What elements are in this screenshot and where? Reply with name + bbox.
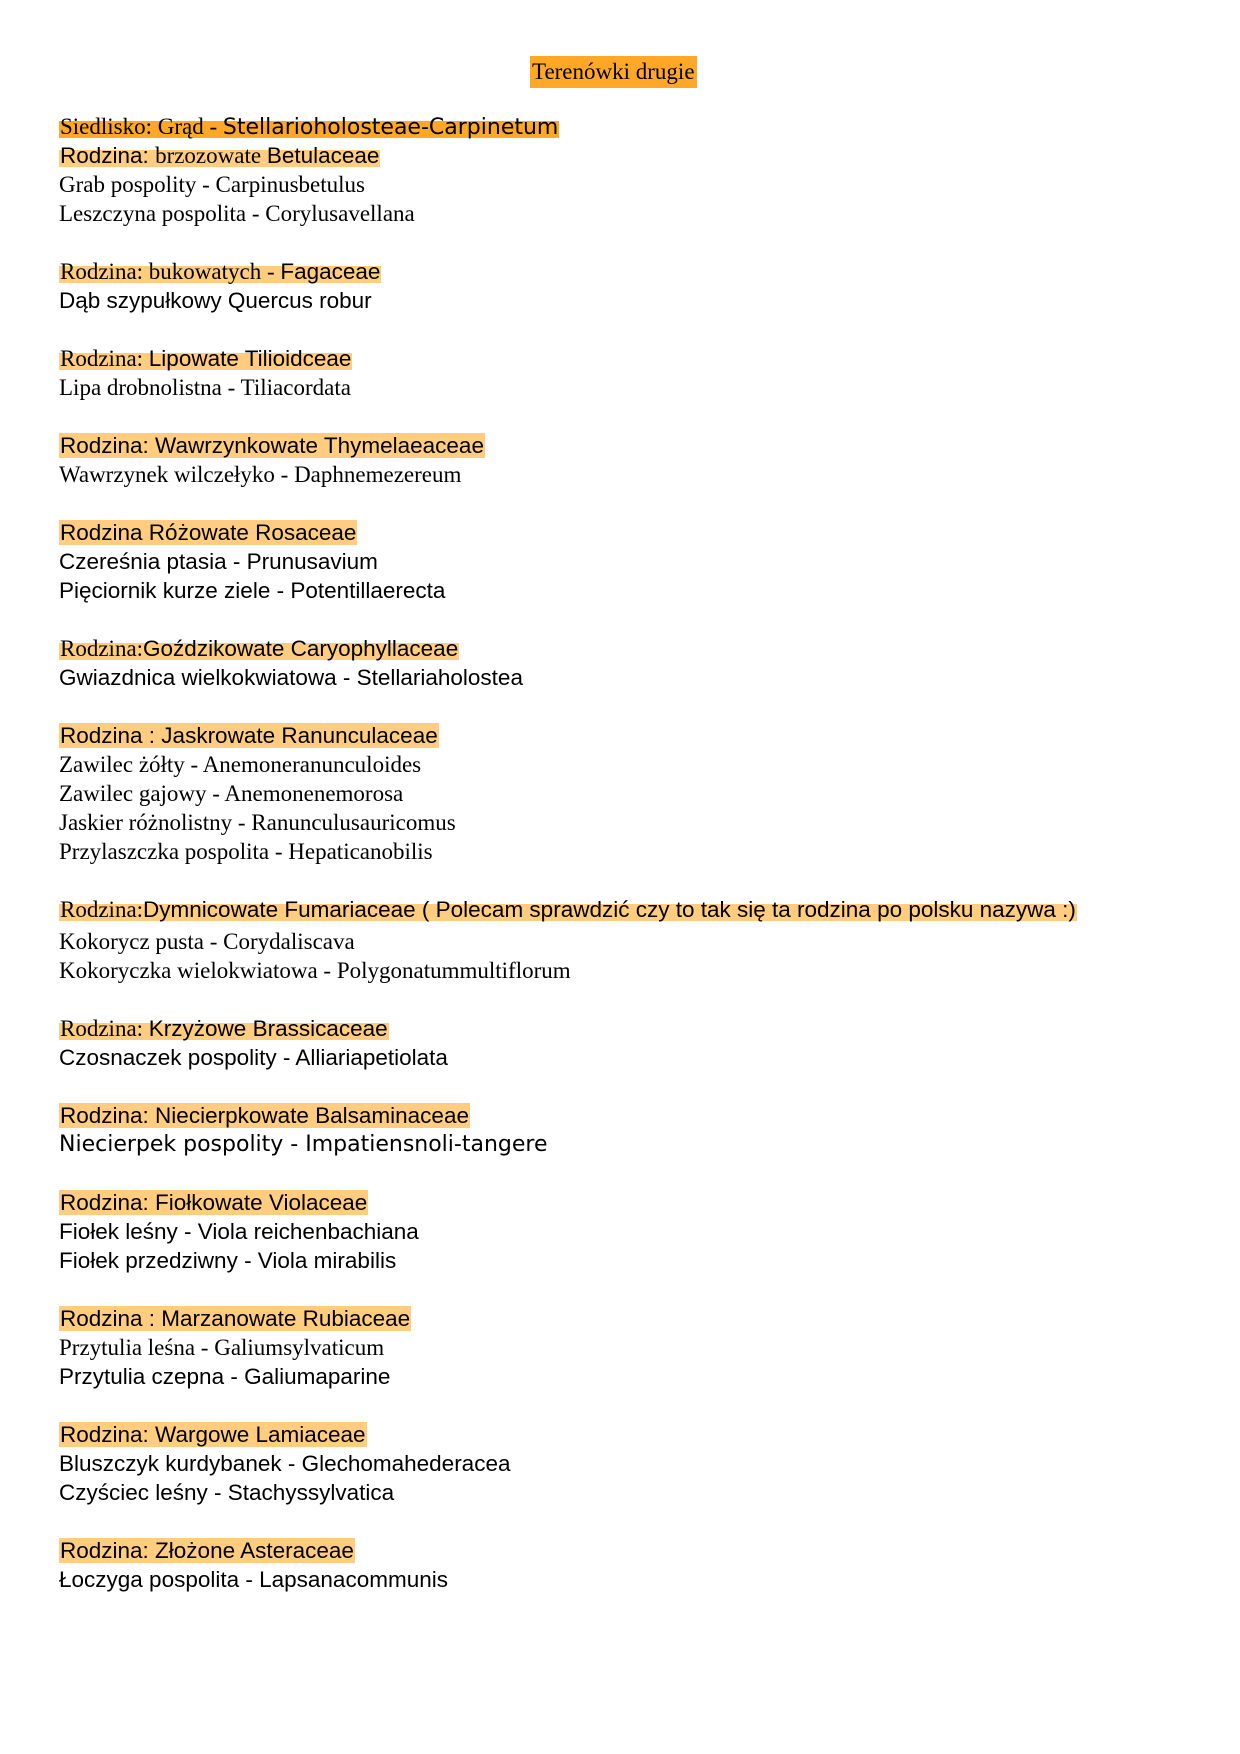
family-heading-latin: Betulaceae: [266, 143, 380, 168]
family-heading-label: Rodzina:: [60, 636, 144, 661]
family-heading: [59, 518, 1179, 547]
family-heading-latin: Goździkowate Caryophyllaceae: [143, 636, 459, 661]
habitat-line: [59, 112, 1179, 141]
family-heading: [59, 141, 1179, 170]
species-line: Bluszczyk kurdybanek - Glechomahederacea: [59, 1451, 511, 1476]
species-line: Czereśnia ptasia - Prunusavium: [59, 549, 378, 574]
species-line: Przytulia leśna - Galiumsylvaticum: [59, 1335, 385, 1360]
family-heading: [59, 721, 1179, 750]
family-heading-label: Rodzina: Niecierpkowate Balsaminaceae: [60, 1103, 469, 1128]
family-heading: [59, 1420, 1179, 1449]
family-heading-highlight: [59, 346, 352, 371]
family-heading-name: brzozowate: [155, 143, 267, 168]
spacer: [59, 402, 1179, 431]
family-heading-latin: Krzyżowe Brassicaceae: [148, 1016, 388, 1041]
spacer: [59, 228, 1179, 257]
spacer: [59, 1072, 1179, 1101]
species-line: Wawrzynek wilczełyko - Daphnemezereum: [59, 462, 462, 487]
family-heading-highlight: [59, 143, 380, 168]
family-heading-label: Rodzina:: [60, 346, 149, 371]
spacer: [59, 605, 1179, 634]
family-heading: [59, 431, 1179, 460]
family-heading-highlight: [59, 1016, 389, 1041]
family-heading-latin: Dymnicowate Fumariaceae ( Polecam sprawdzić czy to tak się ta rodzina po polsku nazywa :): [143, 897, 1076, 922]
species-line: Jaskier różnolistny - Ranunculusauricomus: [59, 810, 456, 835]
document-title: Terenówki drugie: [530, 56, 697, 88]
family-heading-highlight: [59, 259, 381, 284]
family-heading-label: Rodzina : Marzanowate Rubiaceae: [60, 1306, 411, 1331]
family-heading-label: Rodzina: Wawrzynkowate Thymelaeaceae: [60, 433, 484, 458]
species-line: Zawilec żółty - Anemoneranunculoides: [59, 752, 422, 777]
species-line: Fiołek przedziwny - Viola mirabilis: [59, 1248, 397, 1273]
spacer: [59, 1391, 1179, 1420]
species-line: Lipa drobnolistna - Tiliacordata: [59, 375, 351, 400]
family-heading-latin: Lipowate Tilioidceae: [148, 346, 352, 371]
species-line: Przylaszczka pospolita - Hepaticanobilis: [59, 839, 433, 864]
family-heading-label: Rodzina:: [60, 897, 144, 922]
spacer: [59, 1275, 1179, 1304]
spacer: [59, 1159, 1179, 1188]
family-heading: [59, 1101, 1179, 1130]
species-line: Czosnaczek pospolity - Alliariapetiolata: [59, 1045, 448, 1070]
family-heading-label: Rodzina: Wargowe Lamiaceae: [60, 1422, 366, 1447]
species-line: Pięciornik kurze ziele - Potentillaerecta: [59, 578, 446, 603]
species-line: Fiołek leśny - Viola reichenbachiana: [59, 1219, 419, 1244]
family-heading: [59, 1536, 1179, 1565]
family-heading: [59, 1188, 1179, 1217]
spacer: [59, 1507, 1179, 1536]
family-heading: [59, 1014, 1179, 1043]
spacer: [59, 866, 1179, 895]
spacer: [59, 315, 1179, 344]
habitat-heading: [59, 114, 559, 140]
family-heading: [59, 257, 1179, 286]
family-heading-label: Rodzina : Jaskrowate Ranunculaceae: [60, 723, 438, 748]
spacer: [59, 489, 1179, 518]
family-heading-label: Rodzina:: [60, 143, 156, 168]
family-heading-label: Rodzina: Złożone Asteraceae: [60, 1538, 354, 1563]
species-line: Gwiazdnica wielkokwiatowa - Stellariaholostea: [59, 665, 523, 690]
species-line: Przytulia czepna - Galiumaparine: [59, 1364, 391, 1389]
species-line: Łoczyga pospolita - Lapsanacommunis: [59, 1567, 448, 1592]
species-line: Niecierpek pospolity - Impatiensnoli-tangere: [59, 1132, 548, 1157]
species-line: Grab pospolity - Carpinusbetulus: [59, 172, 365, 197]
family-heading: [59, 634, 1179, 663]
family-heading-label: Rodzina: Fiołkowate Violaceae: [60, 1190, 368, 1215]
habitat-label: Siedlisko: Grąd -: [60, 114, 223, 139]
document-body: [59, 112, 1179, 1594]
family-heading: [59, 895, 1179, 927]
species-line: Dąb szypułkowy Quercus robur: [59, 288, 372, 313]
species-line: Kokoryczka wielokwiatowa - Polygonatummultiflorum: [59, 958, 571, 983]
family-heading-label: Rodzina:: [60, 1016, 149, 1041]
family-heading-highlight: [59, 636, 459, 661]
species-line: Zawilec gajowy - Anemonenemorosa: [59, 781, 404, 806]
family-heading-label: Rodzina Różowate Rosaceae: [60, 520, 357, 545]
spacer: [59, 692, 1179, 721]
species-line: Czyściec leśny - Stachyssylvatica: [59, 1480, 395, 1505]
spacer: [59, 985, 1179, 1014]
family-heading-label: Rodzina: bukowatych -: [60, 259, 281, 284]
family-heading-highlight: [59, 897, 1077, 922]
family-heading: [59, 1304, 1179, 1333]
family-heading: [59, 344, 1179, 373]
species-line: Kokorycz pusta - Corydaliscava: [59, 929, 355, 954]
family-heading-latin: Fagaceae: [280, 259, 381, 284]
habitat-latin: Stellarioholosteae-Carpinetum: [222, 115, 559, 140]
species-line: Leszczyna pospolita - Corylusavellana: [59, 201, 415, 226]
